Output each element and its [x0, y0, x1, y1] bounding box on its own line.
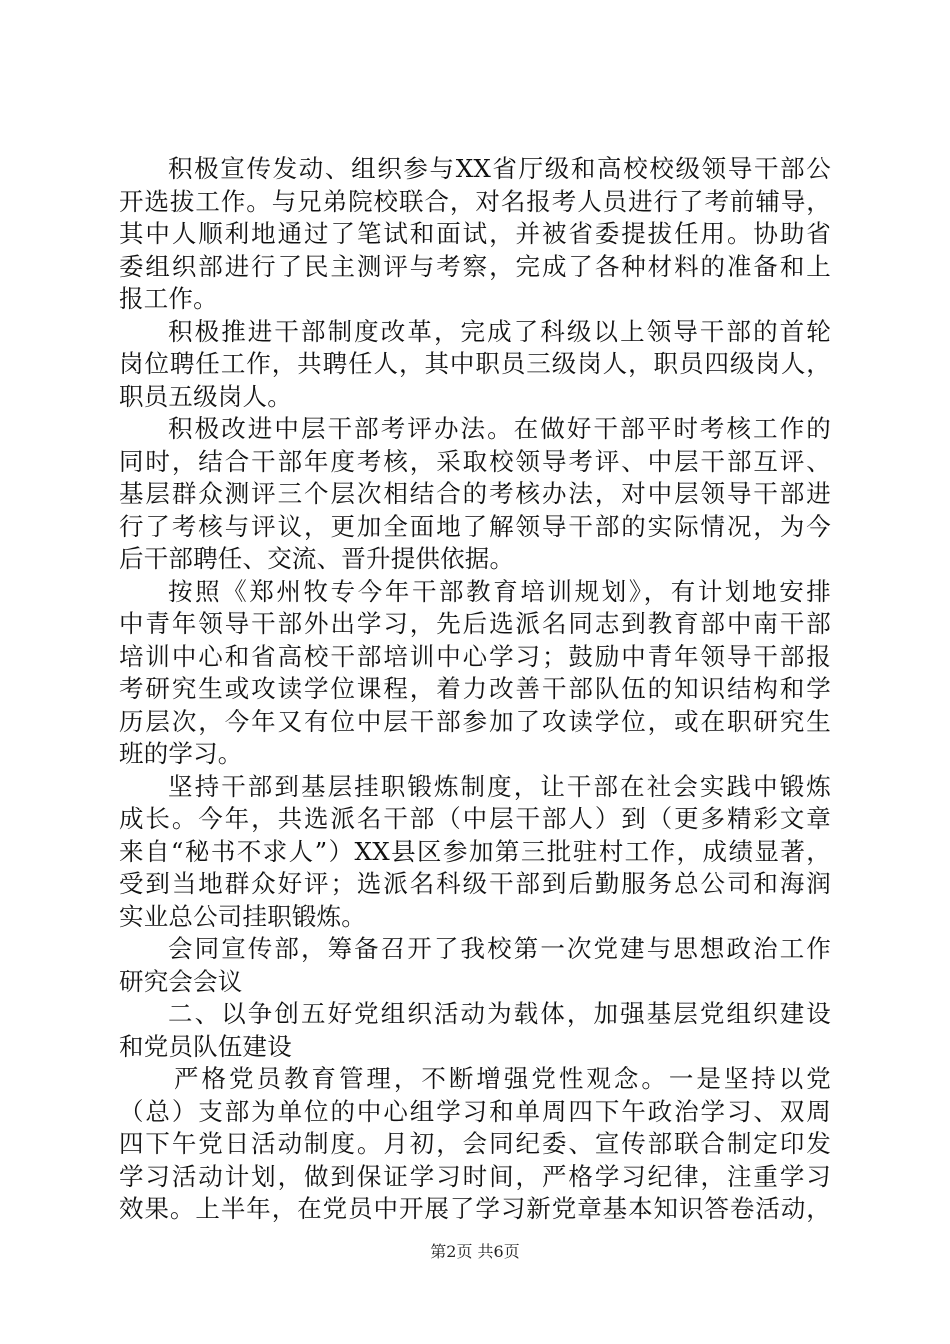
text-line: 后干部聘任、交流、晋升提供依据。 [119, 544, 515, 573]
text-line: 成长。今年，共选派名干部（中层干部人）到（更多精彩文章 [119, 804, 831, 833]
text-line: 开选拔工作。与兄弟院校联合，对名报考人员进行了考前辅导， [119, 186, 831, 216]
text-line: 培训中心和省高校干部培训中心学习；鼓励中青年领导干部报 [119, 641, 831, 671]
paragraph-cadre-selection [119, 153, 831, 316]
text-line: 二、以争创五好党组织活动为载体，加强基层党组织建设 [168, 999, 831, 1028]
text-line: 历层次，今年又有位中层干部参加了攻读学位，或在职研究生 [119, 706, 831, 736]
text-line: 基层群众测评三个层次相结合的考核办法，对中层领导干部进 [119, 479, 831, 508]
text-line: 四下午党日活动制度。月初，会同纪委、宣传部联合制定印发 [119, 1129, 831, 1158]
text-line: 严格党员教育管理，不断增强党性观念。一是坚持以党 [174, 1064, 831, 1093]
text-line: 班的学习。 [119, 739, 243, 768]
paragraph-research-meeting [119, 933, 831, 998]
text-line: 和党员队伍建设 [119, 1031, 292, 1061]
text-line: 来自“秘书不求人”）XX县区参加第三批驻村工作，成绩显著， [119, 836, 831, 866]
text-line: 学习活动计划，做到保证学习时间，严格学习纪律，注重学习 [119, 1161, 831, 1191]
text-line: 效果。上半年，在党员中开展了学习新党章基本知识答卷活动， [119, 1194, 831, 1223]
page-number-footer [0, 1239, 950, 1262]
text-line: 坚持干部到基层挂职锻炼制度，让干部在社会实践中锻炼 [168, 771, 831, 801]
paragraph-training-plan [119, 576, 831, 771]
text-line: 中青年领导干部外出学习，先后选派名同志到教育部中南干部 [119, 609, 831, 638]
text-line: 委组织部进行了民主测评与考察，完成了各种材料的准备和上 [119, 251, 831, 281]
text-line: 报工作。 [119, 284, 218, 313]
text-line: 同时，结合干部年度考核，采取校领导考评、中层干部互评、 [119, 446, 831, 476]
text-line: 其中人顺利地通过了笔试和面试，并被省委提拔任用。协助省 [119, 219, 831, 248]
text-line: 岗位聘任工作，共聘任人，其中职员三级岗人，职员四级岗人， [119, 349, 831, 378]
text-line: 积极推进干部制度改革，完成了科级以上领导干部的首轮 [168, 316, 831, 346]
text-line: 受到当地群众好评；选派名科级干部到后勤服务总公司和海润 [119, 869, 831, 898]
paragraph-grassroots-training [119, 771, 831, 934]
document-body [119, 153, 831, 1226]
text-line: 会同宣传部，筹备召开了我校第一次党建与思想政治工作 [168, 934, 831, 963]
text-line: 行了考核与评议，更加全面地了解领导干部的实际情况，为今 [119, 511, 831, 541]
paragraph-system-reform [119, 316, 831, 414]
text-line: 研究会会议 [119, 966, 243, 996]
section-heading-two [119, 998, 831, 1063]
text-line: （总）支部为单位的中心组学习和单周四下午政治学习、双周 [119, 1096, 831, 1126]
text-line: 积极宣传发动、组织参与XX省厅级和高校校级领导干部公 [168, 154, 831, 183]
text-line: 积极改进中层干部考评办法。在做好干部平时考核工作的 [168, 414, 831, 443]
text-line: 按照《郑州牧专今年干部教育培训规划》，有计划地安排 [168, 576, 831, 606]
paragraph-member-education [119, 1063, 831, 1226]
paragraph-evaluation-method [119, 413, 831, 576]
page-number-label: 第2页 共6页 [430, 1242, 520, 1261]
text-line: 职员五级岗人。 [119, 381, 292, 411]
text-line: 实业总公司挂职锻炼。 [119, 901, 366, 931]
text-line: 考研究生或攻读学位课程，着力改善干部队伍的知识结构和学 [119, 674, 831, 703]
